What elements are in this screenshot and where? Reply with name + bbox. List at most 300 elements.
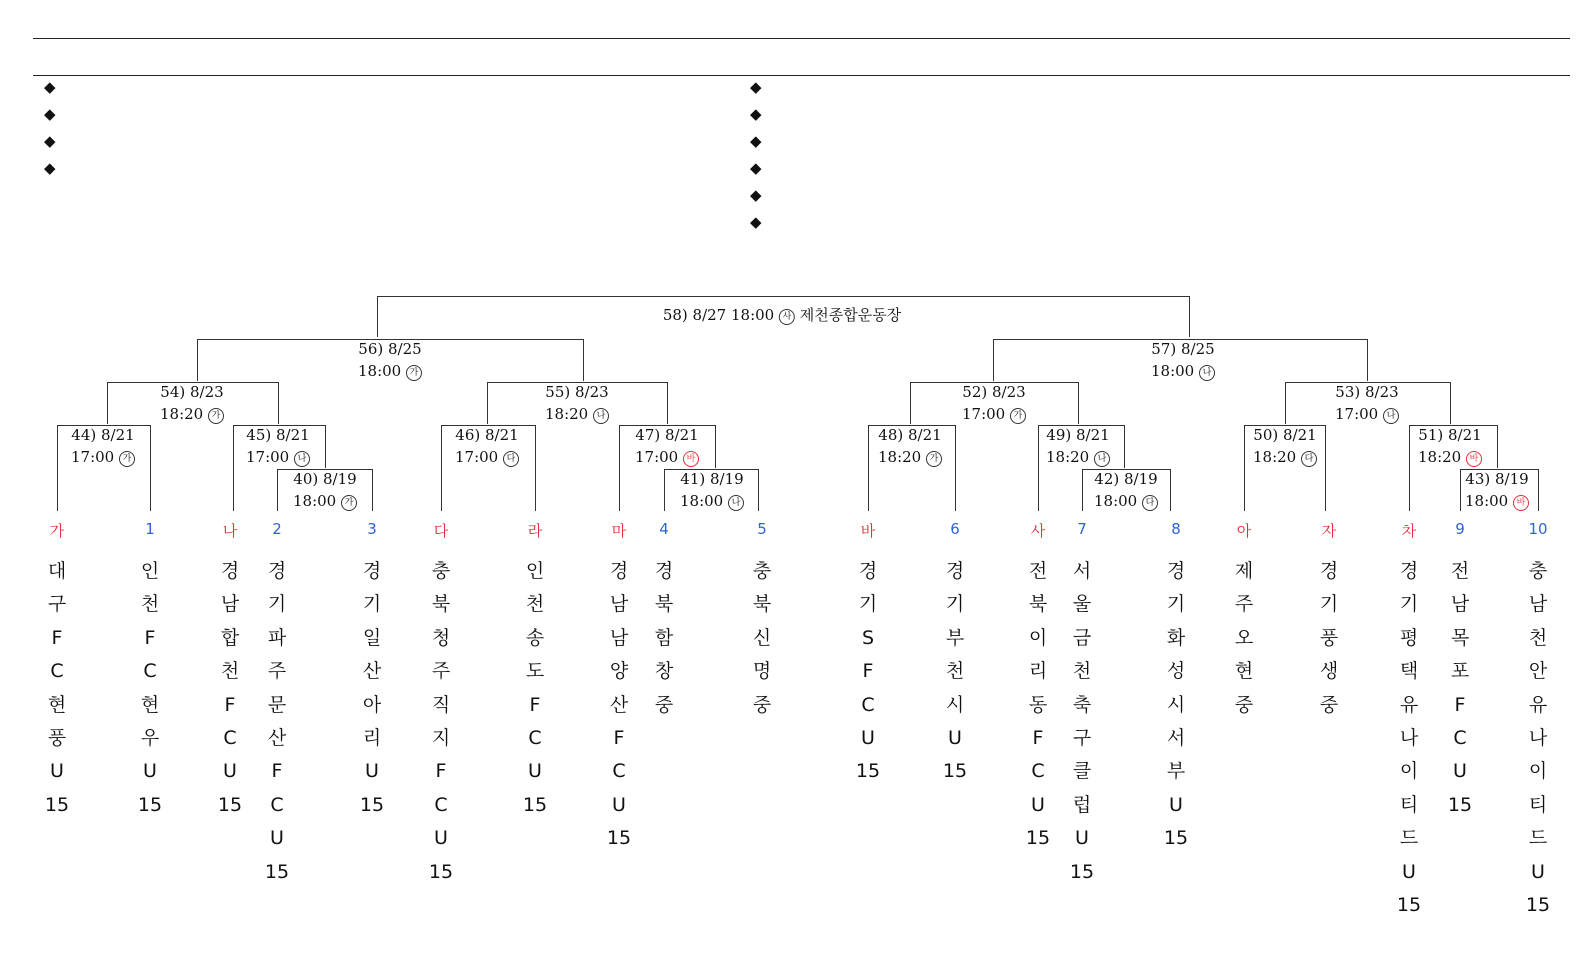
match-label	[635, 424, 699, 468]
team-name-char: 직	[431, 693, 451, 716]
team-name-char: 금	[1072, 626, 1092, 649]
team-name-char: 경	[1166, 560, 1186, 582]
venue-circle-icon: 바	[1466, 451, 1482, 467]
team-name-char: 전	[1450, 560, 1470, 582]
match-number: 50)	[1253, 426, 1284, 444]
team-seed: 마	[611, 522, 627, 540]
team-name-char: 지	[431, 727, 451, 750]
bracket-connector	[107, 382, 108, 424]
bracket-connector	[535, 425, 536, 511]
team-name-char: U	[1169, 793, 1183, 816]
venue-circle-icon: 나	[1199, 365, 1215, 381]
team-name-char: F	[613, 727, 625, 750]
team-name-char: 산	[609, 693, 629, 716]
match-date: 8/19	[1495, 470, 1529, 488]
info-ball: ◆	[44, 132, 56, 150]
team-seed: 10	[1528, 520, 1548, 538]
bracket-connector	[955, 425, 956, 511]
team-name-char: 15	[855, 760, 881, 783]
team-name-char: 이	[1028, 626, 1048, 649]
team-name-char: 제	[1234, 560, 1254, 582]
bracket-connector	[583, 339, 584, 381]
match-number: 43)	[1465, 470, 1496, 488]
match-number: 42)	[1094, 470, 1125, 488]
team-name-char: 천	[1528, 626, 1548, 649]
team-seed: 9	[1455, 520, 1465, 538]
team-name	[130, 555, 170, 822]
bracket-connector	[1409, 425, 1410, 511]
venue-circle-icon: 나	[593, 408, 609, 424]
team-name-char: 이	[1528, 760, 1548, 783]
team-name-char: 경	[1399, 560, 1419, 582]
team-name	[742, 555, 782, 722]
match-date: 8/19	[323, 470, 357, 488]
match-label	[160, 381, 224, 425]
team-name-char: 풍	[1319, 626, 1339, 649]
bracket-connector	[1538, 469, 1539, 511]
team-name	[1518, 555, 1558, 922]
team-seed: 아	[1236, 522, 1252, 540]
team-name-char: U	[143, 760, 157, 783]
team-name-char: 기	[858, 593, 878, 616]
team-name-char: 경	[945, 560, 965, 582]
match-number: 40)	[293, 470, 324, 488]
team-name-char: 동	[1028, 693, 1048, 716]
match-number: 54)	[160, 383, 191, 401]
match-date: 8/21	[1283, 426, 1317, 444]
match-label	[663, 304, 901, 326]
match-date: 8/21	[1448, 426, 1482, 444]
match-time: 17:00	[71, 448, 119, 466]
team-name-char: 경	[267, 560, 287, 582]
match-label	[878, 424, 942, 468]
venue-circle-icon: 나	[1383, 408, 1399, 424]
team-seed: 다	[433, 522, 449, 540]
team-name	[644, 555, 684, 722]
match-number: 58)	[662, 306, 693, 324]
team-name-char: U	[1453, 760, 1467, 783]
venue-circle-icon: 나	[294, 451, 310, 467]
team-name-char: 충	[1528, 560, 1548, 582]
team-name-char: U	[50, 760, 64, 783]
team-name-char: 중	[1319, 693, 1339, 716]
match-date: 8/21	[485, 426, 519, 444]
match-number: 47)	[635, 426, 666, 444]
team-name-char: 15	[217, 793, 243, 816]
team-name-char: 전	[1028, 560, 1048, 582]
team-name-char: 중	[1234, 693, 1254, 716]
match-label	[962, 381, 1026, 425]
team-name-char: 포	[1450, 660, 1470, 683]
match-time: 18:20	[1418, 448, 1466, 466]
bracket-connector	[868, 425, 869, 511]
team-name-char: 기	[267, 593, 287, 616]
team-name-char: 천	[525, 593, 545, 616]
match-number: 52)	[962, 383, 993, 401]
rule-notice: ◆	[750, 213, 762, 231]
team-name-char: 기	[362, 593, 382, 616]
match-number: 57)	[1151, 340, 1182, 358]
team-name-char: 경	[858, 560, 878, 582]
team-name-char: 리	[362, 727, 382, 750]
team-name-char: 기	[1399, 593, 1419, 616]
bracket-connector	[1285, 382, 1286, 424]
team-name-char: 시	[945, 693, 965, 716]
team-name-char: 주	[267, 660, 287, 683]
team-name-char: 구	[1072, 727, 1092, 750]
team-name-char: 천	[1072, 660, 1092, 683]
venue-circle-icon: 가	[208, 408, 224, 424]
team-name-char: 15	[1025, 827, 1051, 850]
team-name	[1389, 555, 1429, 922]
info-right	[750, 74, 770, 236]
venue-circle-icon: 다	[1301, 451, 1317, 467]
bracket-connector	[278, 382, 279, 424]
team-name-char: 오	[1234, 626, 1254, 649]
bracket-connector	[377, 296, 378, 337]
team-seed: 5	[757, 520, 767, 538]
team-name-char: 신	[752, 626, 772, 649]
team-name-char: 충	[752, 560, 772, 582]
team-name	[257, 555, 297, 889]
team-seed: 1	[145, 520, 155, 538]
team-name-char: C	[612, 760, 626, 783]
match-label	[455, 424, 519, 468]
team-name-char: F	[862, 660, 874, 683]
bracket-connector	[1038, 425, 1039, 511]
match-date: 8/21	[101, 426, 135, 444]
match-number: 51)	[1418, 426, 1449, 444]
team-name-char: U	[861, 727, 875, 750]
match-number: 46)	[455, 426, 486, 444]
team-name-char: 양	[609, 660, 629, 683]
team-name-char: 충	[431, 560, 451, 582]
team-name-char: 15	[137, 793, 163, 816]
match-number: 45)	[246, 426, 277, 444]
match-time: 18:00	[1094, 492, 1142, 510]
rule-2: ◆	[750, 105, 762, 123]
info-ranking: ◆	[44, 159, 56, 177]
bracket-connector	[1170, 469, 1171, 511]
team-seed: 라	[527, 522, 543, 540]
team-name	[935, 555, 975, 789]
match-time: 18:00	[680, 492, 728, 510]
team-name-char: 축	[1072, 693, 1092, 716]
team-name-char: F	[1454, 693, 1466, 716]
info-period: ◆	[44, 78, 56, 96]
match-time: 18:20	[1253, 448, 1301, 466]
team-name-char: 대	[47, 560, 67, 582]
bracket-connector	[372, 469, 373, 511]
bracket-connector	[993, 339, 994, 381]
team-name-char: 청	[431, 626, 451, 649]
team-name-char: 창	[654, 660, 674, 683]
team-name-char: 부	[945, 626, 965, 649]
match-number: 56)	[358, 340, 389, 358]
team-name-char: 우	[140, 727, 160, 750]
match-number: 48)	[878, 426, 909, 444]
team-name-char: 15	[1396, 894, 1422, 917]
bracket-connector	[441, 425, 442, 511]
team-name-char: 천	[945, 660, 965, 683]
match-time: 18:20	[160, 405, 208, 423]
team-seed: 차	[1401, 522, 1417, 540]
match-label	[358, 338, 422, 382]
team-name-char: 기	[1166, 593, 1186, 616]
team-seed: 4	[659, 520, 669, 538]
venue-circle-icon: 가	[1010, 408, 1026, 424]
team-name	[599, 555, 639, 856]
team-name-char: 경	[609, 560, 629, 582]
team-name-char: 15	[44, 793, 70, 816]
match-date: 8/21	[276, 426, 310, 444]
bracket-connector	[277, 469, 278, 511]
team-name-char: 부	[1166, 760, 1186, 783]
rule-draw: ◆	[750, 159, 762, 177]
team-seed: 3	[367, 520, 377, 538]
team-name-char: 아	[362, 693, 382, 716]
team-name-char: 기	[1319, 593, 1339, 616]
venue-circle-icon: 가	[341, 495, 357, 511]
team-seed: 가	[49, 522, 65, 540]
team-name-char: 산	[267, 727, 287, 750]
team-name-char: F	[144, 626, 156, 649]
team-name-char: F	[224, 693, 236, 716]
bracket-connector	[325, 425, 326, 468]
bracket-connector	[1124, 425, 1125, 468]
team-name-char: 목	[1450, 626, 1470, 649]
team-name	[1224, 555, 1264, 722]
team-name	[848, 555, 888, 789]
team-seed: 나	[222, 522, 238, 540]
title-bottom-rule	[33, 75, 1570, 76]
team-name-char: 남	[220, 593, 240, 616]
bracket-connector	[910, 382, 911, 424]
team-name-char: F	[435, 760, 447, 783]
bracket-connector	[1082, 469, 1083, 511]
match-label	[1151, 338, 1215, 382]
team-name-char: 주	[431, 660, 451, 683]
team-name	[352, 555, 392, 822]
match-date: 8/21	[665, 426, 699, 444]
team-seed: 8	[1171, 520, 1181, 538]
team-name-char: 인	[525, 560, 545, 582]
team-name-char: 럽	[1072, 793, 1092, 816]
team-name	[1062, 555, 1102, 889]
team-seed: 사	[1030, 522, 1046, 540]
team-name-char: C	[50, 660, 64, 683]
team-name-char: 울	[1072, 593, 1092, 616]
team-name-char: 드	[1399, 827, 1419, 850]
team-name	[1156, 555, 1196, 856]
team-name-char: 15	[1163, 827, 1189, 850]
venue-circle-icon: 가	[406, 365, 422, 381]
match-time: 17:00	[455, 448, 503, 466]
match-venue-name: 제천종합운동장	[794, 306, 902, 324]
team-name-char: U	[1402, 860, 1416, 883]
match-label	[71, 424, 135, 468]
team-name-char: 15	[1525, 894, 1551, 917]
team-name-char: 기	[945, 593, 965, 616]
rule-schedule: ◆	[750, 186, 762, 204]
team-name-char: 15	[1447, 793, 1473, 816]
team-name	[1018, 555, 1058, 856]
match-number: 41)	[680, 470, 711, 488]
team-name-char: 평	[1399, 626, 1419, 649]
match-time: 18:20	[545, 405, 593, 423]
team-name-char: U	[1031, 793, 1045, 816]
team-name-char: 남	[609, 593, 629, 616]
team-name-char: 도	[525, 660, 545, 683]
team-seed: 7	[1077, 520, 1087, 538]
team-name	[421, 555, 461, 889]
match-date: 8/19	[1124, 470, 1158, 488]
bracket-connector	[1497, 425, 1498, 468]
team-name-char: 15	[264, 860, 290, 883]
bracket-connector	[1450, 382, 1451, 424]
match-time: 18:00	[1151, 362, 1199, 380]
team-name-char: 인	[140, 560, 160, 582]
bracket-connector	[1325, 425, 1326, 511]
match-date: 8/23	[992, 383, 1026, 401]
match-label	[1253, 424, 1317, 468]
team-name-char: 15	[606, 827, 632, 850]
match-label	[1465, 468, 1529, 512]
match-number: 49)	[1046, 426, 1077, 444]
team-seed: 바	[860, 522, 876, 540]
bracket-connector	[715, 425, 716, 468]
team-name-char: C	[270, 793, 284, 816]
team-name-char: 북	[1028, 593, 1048, 616]
team-name-char: U	[270, 827, 284, 850]
team-name-char: 파	[267, 626, 287, 649]
team-name-char: U	[612, 793, 626, 816]
team-name-char: 티	[1399, 793, 1419, 816]
match-time: 18:00	[730, 306, 779, 324]
team-name-char: 유	[1399, 693, 1419, 716]
match-label	[1335, 381, 1399, 425]
team-name-char: 15	[522, 793, 548, 816]
team-name-char: 서	[1166, 727, 1186, 750]
bracket-connector	[664, 469, 665, 511]
bracket-connector	[619, 425, 620, 511]
team-name-char: 남	[1450, 593, 1470, 616]
team-name-char: F	[271, 760, 283, 783]
rule-1: ◆	[750, 78, 762, 96]
match-label	[1094, 468, 1158, 512]
match-date: 8/23	[190, 383, 224, 401]
team-name-char: F	[529, 693, 541, 716]
team-name-char: 택	[1399, 660, 1419, 683]
bracket-connector	[667, 382, 668, 424]
team-name-char: 15	[359, 793, 385, 816]
match-label	[680, 468, 744, 512]
match-time: 17:00	[962, 405, 1010, 423]
match-label	[246, 424, 310, 468]
match-time: 17:00	[1335, 405, 1383, 423]
team-name	[1309, 555, 1349, 722]
team-seed: 자	[1321, 522, 1337, 540]
team-name-char: 송	[525, 626, 545, 649]
team-name-char: 서	[1072, 560, 1092, 582]
match-date: 8/21	[908, 426, 942, 444]
venue-circle-icon: 나	[1094, 451, 1110, 467]
team-name-char: 북	[654, 593, 674, 616]
venue-circle-icon: 다	[503, 451, 519, 467]
team-seed: 2	[272, 520, 282, 538]
match-time: 18:20	[878, 448, 926, 466]
bracket-connector	[487, 382, 488, 424]
match-time: 18:00	[293, 492, 341, 510]
team-name-char: 현	[140, 693, 160, 716]
team-name	[37, 555, 77, 822]
match-date: 8/19	[710, 470, 744, 488]
team-name-char: 생	[1319, 660, 1339, 683]
info-venue: ◆	[44, 105, 56, 123]
team-name-char: U	[528, 760, 542, 783]
team-name-char: 안	[1528, 660, 1548, 683]
match-date: 8/27	[692, 306, 731, 324]
match-date: 8/25	[1181, 340, 1215, 358]
team-name-char: 티	[1528, 793, 1548, 816]
venue-circle-icon: 다	[1142, 495, 1158, 511]
match-time: 18:00	[1465, 492, 1513, 510]
match-time: 17:00	[635, 448, 683, 466]
bracket-connector	[57, 425, 58, 511]
team-name-char: U	[948, 727, 962, 750]
team-name-char: 이	[1399, 760, 1419, 783]
team-name-char: C	[223, 727, 237, 750]
team-name-char: 현	[47, 693, 67, 716]
team-name-char: 유	[1528, 693, 1548, 716]
team-name-char: 드	[1528, 827, 1548, 850]
team-name-char: 15	[428, 860, 454, 883]
match-date: 8/21	[1076, 426, 1110, 444]
team-name-char: 화	[1166, 626, 1186, 649]
team-name-char: 산	[362, 660, 382, 683]
team-name-char: 현	[1234, 660, 1254, 683]
bracket-connector	[1460, 469, 1461, 511]
team-name-char: 경	[362, 560, 382, 582]
team-name-char: 나	[1528, 727, 1548, 750]
team-name-char: C	[1031, 760, 1045, 783]
match-number: 53)	[1335, 383, 1366, 401]
team-name-char: 경	[220, 560, 240, 582]
team-name	[210, 555, 250, 822]
team-name-char: C	[528, 727, 542, 750]
team-name-char: 시	[1166, 693, 1186, 716]
team-name-char: S	[861, 626, 875, 649]
team-name-char: 성	[1166, 660, 1186, 683]
match-time: 17:00	[246, 448, 294, 466]
team-name-char: 남	[1528, 593, 1548, 616]
info-left	[44, 74, 238, 182]
bracket-connector	[150, 425, 151, 511]
team-name-char: U	[1531, 860, 1545, 883]
team-name-char: C	[861, 693, 875, 716]
team-seed: 6	[950, 520, 960, 538]
venue-circle-icon: 가	[119, 451, 135, 467]
team-name-char: 리	[1028, 660, 1048, 683]
team-name-char: 천	[140, 593, 160, 616]
team-name-char: U	[223, 760, 237, 783]
team-name-char: 명	[752, 660, 772, 683]
team-name-char: 중	[654, 693, 674, 716]
team-name-char: 문	[267, 693, 287, 716]
team-name-char: U	[434, 827, 448, 850]
match-label	[1046, 424, 1110, 468]
bracket-connector	[1244, 425, 1245, 511]
